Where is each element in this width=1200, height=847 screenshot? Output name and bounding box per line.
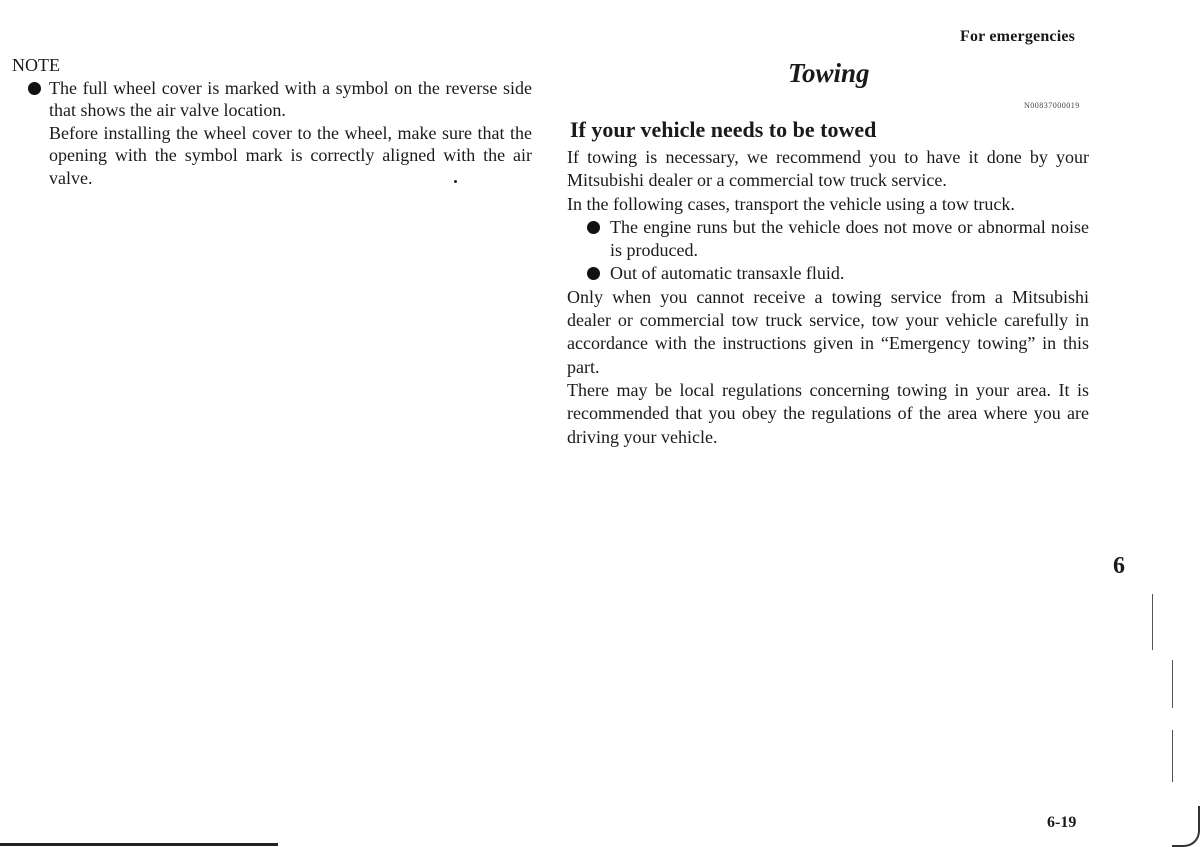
towing-case-item xyxy=(567,216,1089,263)
chapter-number: 6 xyxy=(1113,553,1125,579)
page-number: 6-19 xyxy=(1047,814,1077,831)
edge-mark xyxy=(1152,594,1153,650)
scan-speck xyxy=(454,180,457,183)
bullet-icon xyxy=(587,267,600,280)
section-header: For emergencies xyxy=(960,28,1076,45)
note-bullet-text: The full wheel cover is marked with a symbol on the reverse side that shows the air valve location. xyxy=(49,77,532,120)
towing-paragraph-1: If towing is necessary, we recommend you to have it done by your Mitsubishi dealer or a commercial tow truck service. xyxy=(567,147,1089,191)
note-bullet xyxy=(12,77,532,122)
page-title: Towing xyxy=(788,58,870,88)
bottom-edge-rule xyxy=(0,843,278,846)
section-subheading: If your vehicle needs to be towed xyxy=(570,117,877,142)
towing-case-text: Out of automatic transaxle fluid. xyxy=(610,263,845,284)
towing-case-text: The engine runs but the vehicle does not move or abnormal noise is produced. xyxy=(610,216,1089,261)
towing-paragraph-3: Only when you cannot receive a towing service from a Mitsubishi dealer or commercial tow truck service, tow your vehicle carefully in accordance with the instructions given in “Emergency towing” in this part. xyxy=(567,286,1089,377)
note-label: NOTE xyxy=(12,55,60,75)
corner-edge-mark xyxy=(1172,806,1200,847)
towing-paragraph-4: There may be local regulations concerning towing in your area. It is recommended that you obey the regulations of the area where you are driving your vehicle. xyxy=(567,379,1089,447)
towing-body xyxy=(567,146,1089,449)
note-continuation: Before installing the wheel cover to the wheel, make sure that the opening with the symbol mark is correctly aligned with the air valve. xyxy=(49,122,532,188)
document-code: N00837000019 xyxy=(1024,101,1080,110)
edge-mark xyxy=(1172,660,1173,708)
towing-paragraph-2: In the following cases, transport the vehicle using a tow truck. xyxy=(567,193,1015,214)
bullet-icon xyxy=(587,221,600,234)
bullet-icon xyxy=(28,82,41,95)
edge-mark xyxy=(1172,730,1173,782)
note-block xyxy=(12,54,532,189)
towing-case-item xyxy=(567,262,1089,285)
